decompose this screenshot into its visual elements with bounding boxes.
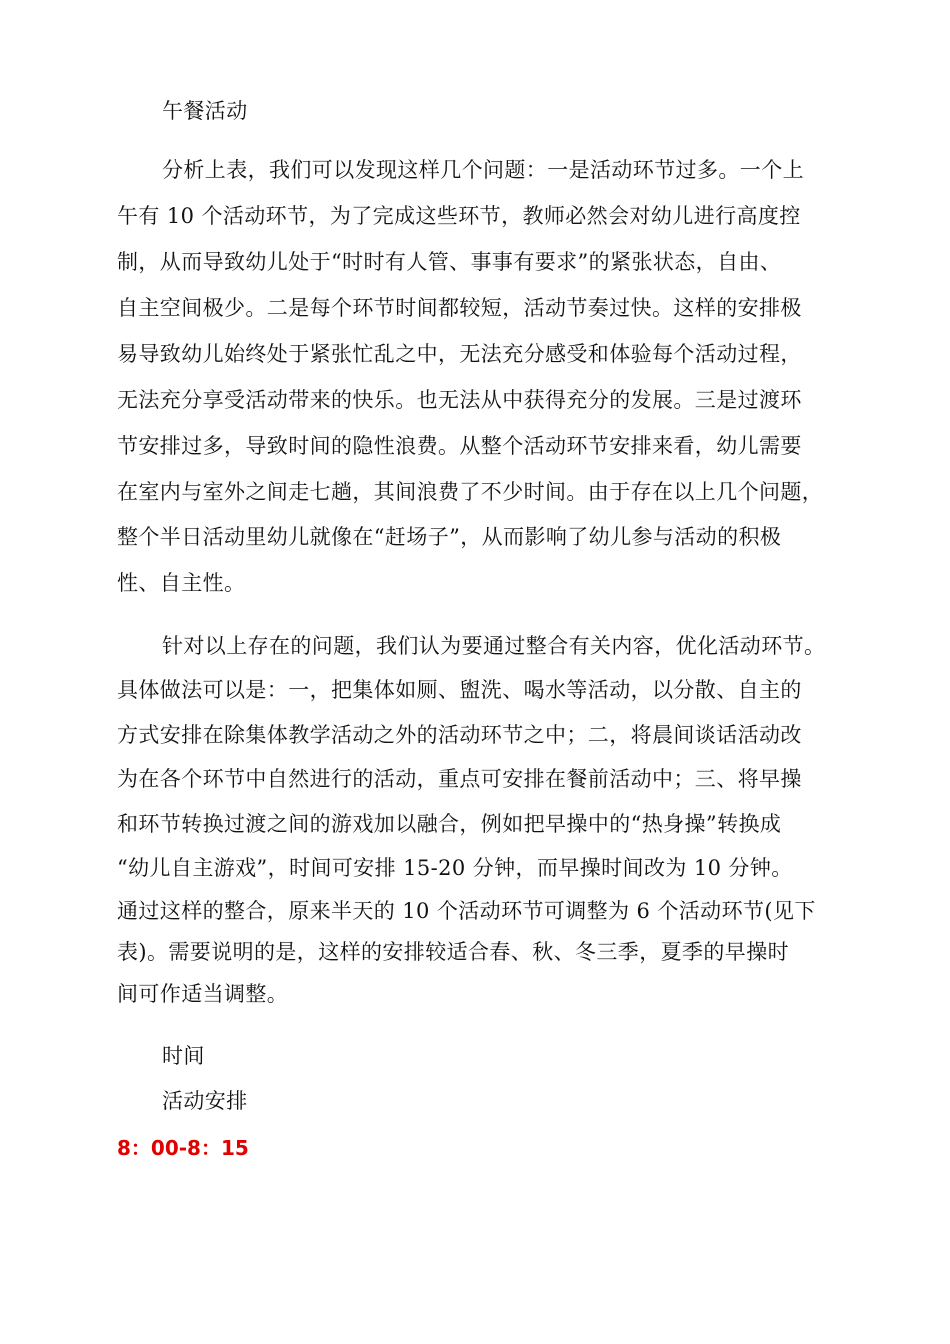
paragraph2-line: 和环节转换过渡之间的游戏加以融合，例如把早操中的“热身操”转换成 xyxy=(117,812,782,836)
paragraph2-line: 表)。需要说明的是，这样的安排较适合春、秋、冬三季，夏季的早操时 xyxy=(117,940,789,964)
paragraph1-line: 自主空间极少。二是每个环节时间都较短，活动节奏过快。这样的安排极 xyxy=(117,296,802,320)
paragraph2-line: 针对以上存在的问题，我们认为要通过整合有关内容，优化活动环节。 xyxy=(162,634,826,658)
paragraph1-line: 在室内与室外之间走七趟，其间浪费了不少时间。由于存在以上几个问题， xyxy=(117,480,824,504)
paragraph1-line: 午有 10 个活动环节，为了完成这些环节，教师必然会对幼儿进行高度控 xyxy=(117,204,801,228)
table-header-activity: 活动安排 xyxy=(162,1089,248,1113)
paragraph2-line: “幼儿自主游戏”，时间可安排 15-20 分钟，而早操时间改为 10 分钟。 xyxy=(117,856,793,880)
paragraph1-line: 节安排过多，导致时间的隐性浪费。从整个活动环节安排来看，幼儿需要 xyxy=(117,434,802,458)
paragraph1-line: 性、自主性。 xyxy=(117,571,246,595)
paragraph1-line: 制，从而导致幼儿处于“时时有人管、事事有要求”的紧张状态，自由、 xyxy=(117,250,782,274)
paragraph1-line: 易导致幼儿始终处于紧张忙乱之中，无法充分感受和体验每个活动过程， xyxy=(117,342,802,366)
paragraph1-line: 无法充分享受活动带来的快乐。也无法从中获得充分的发展。三是过渡环 xyxy=(117,388,802,412)
section-heading-lunch: 午餐活动 xyxy=(162,99,248,123)
table-header-time: 时间 xyxy=(162,1044,205,1068)
paragraph1-line: 整个半日活动里幼儿就像在“赶场子”，从而影响了幼儿参与活动的积极 xyxy=(117,525,782,549)
paragraph2-line: 方式安排在除集体教学活动之外的活动环节之中；二，将晨间谈话活动改 xyxy=(117,723,802,747)
paragraph2-line: 为在各个环节中自然进行的活动，重点可安排在餐前活动中；三、将早操 xyxy=(117,767,802,791)
time-slot-label: 8：00-8：15 xyxy=(117,1136,249,1160)
paragraph2-line: 通过这样的整合，原来半天的 10 个活动环节可调整为 6 个活动环节(见下 xyxy=(117,899,816,923)
paragraph2-line: 间可作适当调整。 xyxy=(117,982,289,1006)
paragraph1-line: 分析上表，我们可以发现这样几个问题：一是活动环节过多。一个上 xyxy=(162,158,804,182)
paragraph2-line: 具体做法可以是：一，把集体如厕、盥洗、喝水等活动，以分散、自主的 xyxy=(117,678,802,702)
